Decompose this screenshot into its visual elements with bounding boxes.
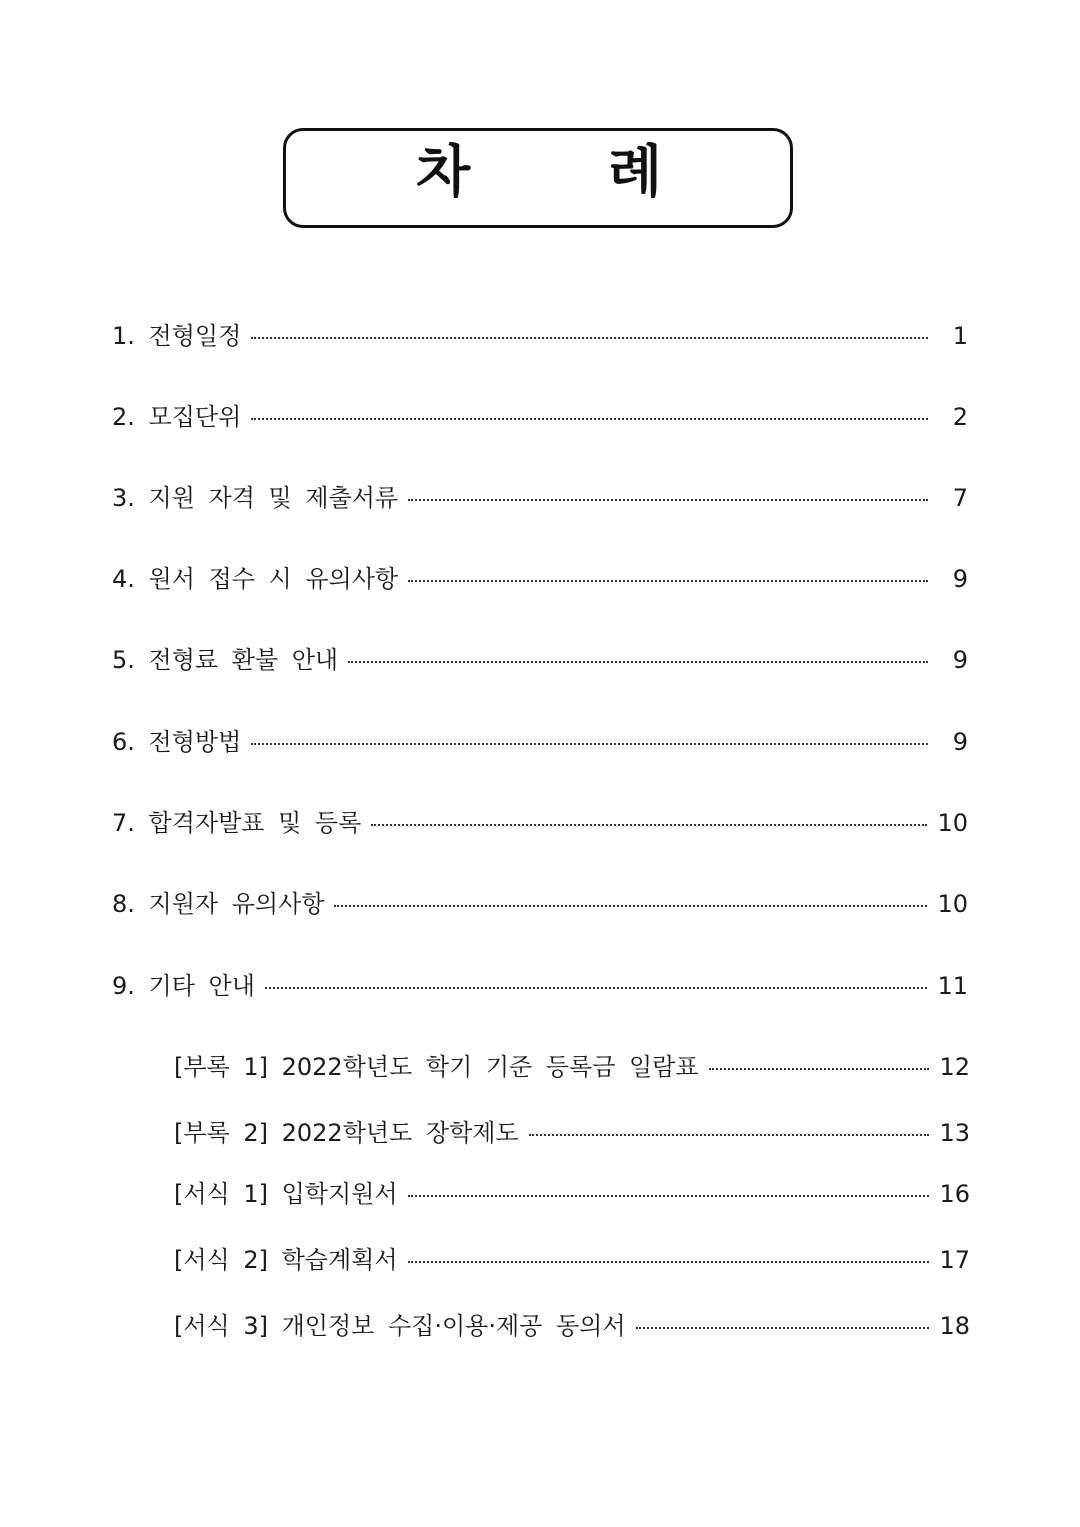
toc-leader-dots bbox=[251, 337, 928, 339]
toc-item-announcement bbox=[112, 808, 968, 838]
toc-form-application bbox=[174, 1179, 970, 1209]
toc-item-page: 9 bbox=[952, 728, 968, 756]
toc-item-fee-refund bbox=[112, 645, 968, 675]
toc-leader-dots bbox=[408, 499, 928, 501]
toc-appendix-page: 18 bbox=[939, 1312, 970, 1340]
page-title-char-2: 례 bbox=[608, 140, 663, 205]
toc-item-eligibility bbox=[112, 483, 968, 513]
toc-item-page: 1 bbox=[952, 322, 968, 350]
toc-item-label: 1. 전형일정 bbox=[112, 322, 242, 350]
toc-item-application-notes bbox=[112, 564, 968, 594]
toc-item-other-info bbox=[112, 971, 968, 1001]
toc-leader-dots bbox=[709, 1068, 930, 1070]
toc-item-page: 11 bbox=[937, 972, 968, 1000]
toc-leader-dots bbox=[371, 824, 927, 826]
toc-item-label: 4. 원서 접수 시 유의사항 bbox=[112, 565, 399, 593]
toc-leader-dots bbox=[408, 1195, 930, 1197]
toc-leader-dots bbox=[251, 418, 928, 420]
title-box bbox=[283, 128, 793, 228]
toc-leader-dots bbox=[348, 661, 928, 663]
toc-form-study-plan bbox=[174, 1245, 970, 1275]
toc-appendix-label: [서식 2] 학습계획서 bbox=[174, 1246, 398, 1274]
toc-appendix-tuition bbox=[174, 1052, 970, 1082]
toc-item-label: 9. 기타 안내 bbox=[112, 972, 255, 1000]
toc-item-page: 10 bbox=[937, 890, 968, 918]
toc-item-page: 9 bbox=[952, 646, 968, 674]
toc-appendix-label: [부록 1] 2022학년도 학기 기준 등록금 일람표 bbox=[174, 1053, 699, 1081]
toc-item-label: 3. 지원 자격 및 제출서류 bbox=[112, 484, 399, 512]
page-title-char-1: 차 bbox=[416, 140, 471, 205]
toc-item-label: 8. 지원자 유의사항 bbox=[112, 890, 325, 918]
toc-leader-dots bbox=[529, 1134, 930, 1136]
toc-leader-dots bbox=[408, 580, 928, 582]
toc-appendix-scholarship bbox=[174, 1118, 970, 1148]
toc-leader-dots bbox=[334, 905, 927, 907]
toc-appendix-label: [서식 3] 개인정보 수집·이용·제공 동의서 bbox=[174, 1312, 626, 1340]
toc-leader-dots bbox=[636, 1327, 930, 1329]
toc-item-selection-method bbox=[112, 727, 968, 757]
toc-item-recruitment-units bbox=[112, 402, 968, 432]
toc-form-privacy-consent bbox=[174, 1311, 970, 1341]
toc-item-label: 6. 전형방법 bbox=[112, 728, 242, 756]
toc-leader-dots bbox=[265, 987, 928, 989]
toc-appendix-page: 17 bbox=[939, 1246, 970, 1274]
toc-item-page: 9 bbox=[952, 565, 968, 593]
toc-appendix-page: 12 bbox=[939, 1053, 970, 1081]
toc-appendix-page: 16 bbox=[939, 1180, 970, 1208]
toc-item-label: 2. 모집단위 bbox=[112, 403, 242, 431]
toc-appendix-label: [서식 1] 입학지원서 bbox=[174, 1180, 398, 1208]
toc-leader-dots bbox=[408, 1261, 930, 1263]
toc-item-applicant-notes bbox=[112, 889, 968, 919]
toc-appendix-page: 13 bbox=[939, 1119, 970, 1147]
toc-item-page: 7 bbox=[952, 484, 968, 512]
toc-leader-dots bbox=[251, 743, 928, 745]
toc-item-label: 7. 합격자발표 및 등록 bbox=[112, 809, 362, 837]
toc-item-page: 10 bbox=[937, 809, 968, 837]
toc-item-schedule bbox=[112, 321, 968, 351]
toc-item-page: 2 bbox=[952, 403, 968, 431]
toc-appendix-label: [부록 2] 2022학년도 장학제도 bbox=[174, 1119, 519, 1147]
toc-item-label: 5. 전형료 환불 안내 bbox=[112, 646, 339, 674]
